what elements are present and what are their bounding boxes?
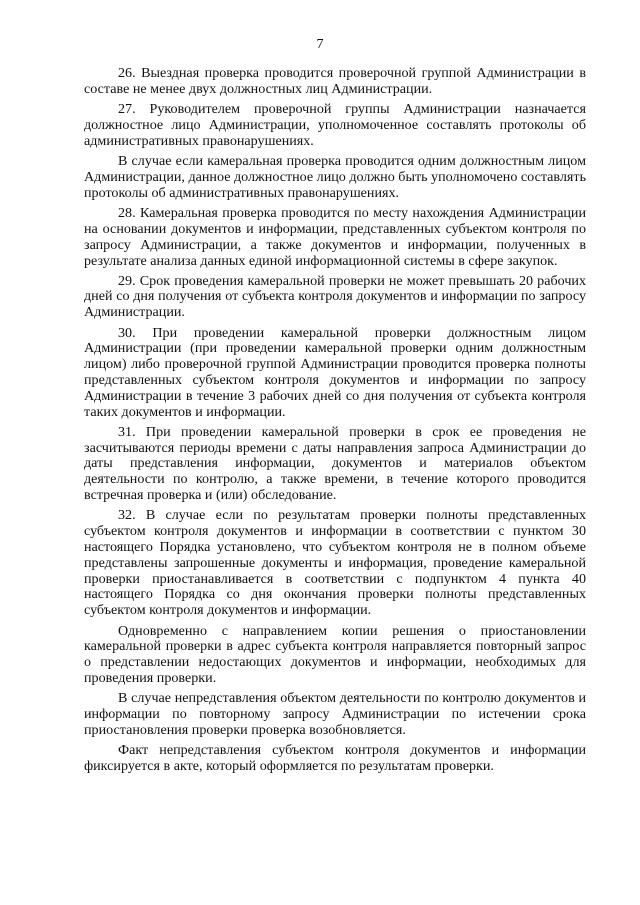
paragraph-32: 32. В случае если по результатам проверки полноты представленных субъектом контроля документов и информации в соответствии с пунктом 30 настоящего Порядка установлено, что субъектом контроля не в полном объеме представлены запрошенные документы и информация, проведение камеральной проверки приостанавливается в соответствии с подпунктом 4 пункта 40 настоящего Порядка со дня окончания проверки полноты представленных субъектом контроля документов и информации. [84, 507, 586, 619]
paragraph-30: 30. При проведении камеральной проверки должностным лицом Администрации (при проведении камеральной проверки одним должностным лицом) либо проверочной группой Администрации проводится проверка полноты представленных субъектом контроля документов и информации по запросу Администрации в течение 3 рабочих дней со дня получения от субъекта контроля таких документов и информации. [84, 324, 586, 420]
page-number: 7 [316, 37, 324, 52]
paragraph-29: 29. Срок проведения камеральной проверки не может превышать 20 рабочих дней со дня получения от субъекта контроля документов и информации по запросу Администрации. [84, 272, 586, 321]
paragraph-27-single-official: В случае если камеральная проверка проводится одним должностным лицом Администрации, данное должностное лицо должно быть уполномочено составлять протоколы об административных правонарушениях. [84, 153, 586, 201]
paragraph-32-act-record: Факт непредставления субъектом контроля документов и информации фиксируется в акте, который оформляется по результатам проверки. [84, 742, 586, 775]
paragraph-26: 26. Выездная проверка проводится проверочной группой Администрации в составе не менее двух должностных лиц Администрации. [84, 65, 586, 97]
paragraph-28: 28. Камеральная проверка проводится по месту нахождения Администрации на основании документов и информации, представленных субъектом контроля по запросу Администрации, а также документов и информации, полученных в результате анализа данных единой информационной системы в сфере закупок. [84, 205, 586, 269]
paragraph-32-resumption: В случае непредставления объектом деятельности по контролю документов и информации по повторному запросу Администрации по истечении срока приостановления проверки проверка возобновляется. [84, 690, 586, 739]
paragraph-31: 31. При проведении камеральной проверки в срок ее проведения не засчитываются периоды времени с даты направления запроса Администрации до даты представления информации, документов и материалов объектом деятельности по контролю, а также времени, в течение которого проводится встречная проверка и (или) обследование. [84, 423, 586, 504]
document-body [84, 66, 586, 780]
paragraph-32-repeat-request: Одновременно с направлением копии решения о приостановлении камеральной проверки в адрес субъекта контроля направляется повторный запрос о представлении недостающих документов и информации, необходимых для проведения проверки. [84, 622, 586, 687]
paragraph-27: 27. Руководителем проверочной группы Администрации назначается должностное лицо Администрации, уполномоченное составлять протоколы об административных правонарушениях. [84, 101, 586, 149]
